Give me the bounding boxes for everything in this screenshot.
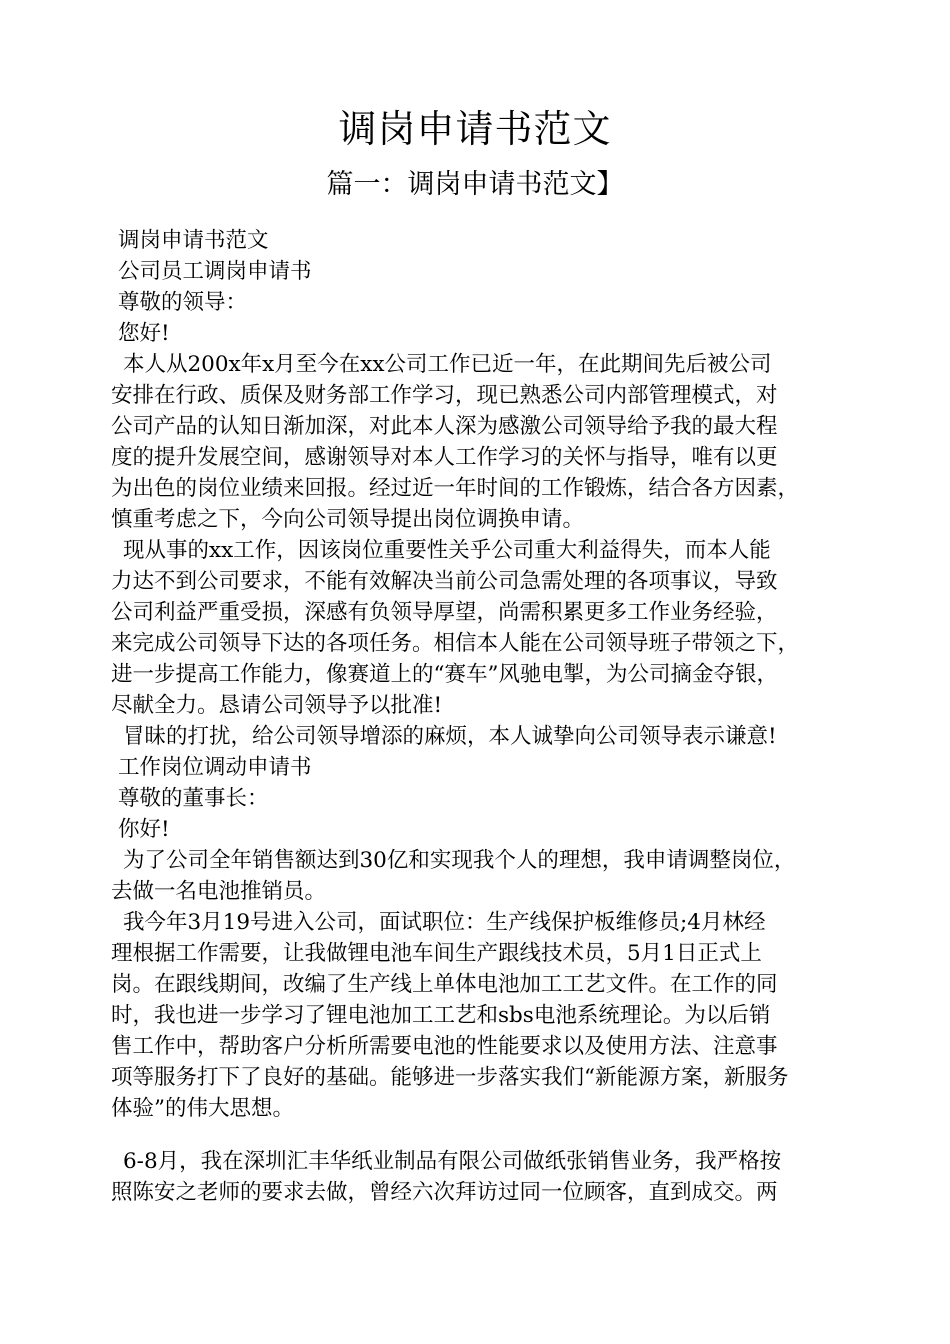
paragraph-line: 尊敬的领导： bbox=[118, 290, 248, 315]
paragraph-line: 尊敬的董事长： bbox=[118, 786, 269, 811]
paragraph-line: 公司利益严重受损，深感有负领导厚望，尚需积累更多工作业务经验， bbox=[111, 600, 778, 625]
document-subtitle: 篇一：调岗申请书范文】 bbox=[326, 169, 624, 200]
paragraph-line: 进一步提高工作能力，像赛道上的“赛车”风驰电掣，为公司摘金夺银， bbox=[111, 662, 778, 687]
paragraph-line: 尽献全力。恳请公司领导予以批准! bbox=[111, 693, 443, 718]
paragraph-line: 照陈安之老师的要求去做，曾经六次拜访过同一位顾客，直到成交。两 bbox=[111, 1180, 778, 1205]
paragraph-line: 理根据工作需要，让我做锂电池车间生产跟线技术员，5月1日正式上 bbox=[111, 941, 762, 966]
paragraph-line: 6-8月，我在深圳汇丰华纸业制品有限公司做纸张销售业务，我严格按 bbox=[123, 1149, 782, 1174]
paragraph-line: 本人从200x年x月至今在xx公司工作已近一年，在此期间先后被公司 bbox=[123, 352, 772, 377]
paragraph-gap bbox=[111, 1124, 846, 1146]
paragraph-line: 时，我也进一步学习了锂电池加工工艺和sbs电池系统理论。为以后销 bbox=[111, 1003, 771, 1028]
paragraph-line: 来完成公司领导下达的各项任务。相信本人能在公司领导班子带领之下， bbox=[111, 631, 800, 656]
paragraph-line: 我今年3月19号进入公司，面试职位：生产线保护板维修员;4月林经 bbox=[123, 910, 766, 935]
paragraph-line: 体验”的伟大思想。 bbox=[111, 1096, 294, 1121]
paragraph-line: 为出色的岗位业绩来回报。经过近一年时间的工作锻炼，结合各方因素， bbox=[111, 476, 800, 501]
paragraph-line: 公司员工调岗申请书 bbox=[118, 259, 312, 284]
paragraph-line: 你好! bbox=[118, 817, 170, 842]
paragraph-line: 现从事的xx工作，因该岗位重要性关乎公司重大利益得失，而本人能 bbox=[123, 538, 771, 563]
paragraph-line: 慎重考虑之下，今向公司领导提出岗位调换申请。 bbox=[111, 507, 585, 532]
paragraph-line: 度的提升发展空间，感谢领导对本人工作学习的关怀与指导，唯有以更 bbox=[111, 445, 778, 470]
paragraph-line: 去做一名电池推销员。 bbox=[111, 879, 327, 904]
paragraph-line: 项等服务打下了良好的基础。能够进一步落实我们“新能源方案，新服务 bbox=[111, 1065, 789, 1090]
paragraph-line: 工作岗位调动申请书 bbox=[118, 755, 312, 780]
paragraph-line: 公司产品的认知日渐加深，对此本人深为感激公司领导给予我的最大程 bbox=[111, 414, 778, 439]
document-title: 调岗申请书范文 bbox=[338, 107, 612, 151]
paragraph-line: 您好! bbox=[118, 321, 170, 346]
paragraph-line: 售工作中，帮助客户分析所需要电池的性能要求以及使用方法、注意事 bbox=[111, 1034, 778, 1059]
paragraph-line: 冒昧的打扰，给公司领导增添的麻烦，本人诚挚向公司领导表示谦意! bbox=[123, 724, 777, 749]
paragraph-line: 力达不到公司要求，不能有效解决当前公司急需处理的各项事议，导致 bbox=[111, 569, 778, 594]
document-body bbox=[111, 225, 846, 1208]
paragraph-line: 调岗申请书范文 bbox=[118, 228, 269, 253]
paragraph-line: 为了公司全年销售额达到30亿和实现我个人的理想，我申请调整岗位， bbox=[123, 848, 796, 873]
paragraph-line: 安排在行政、质保及财务部工作学习，现已熟悉公司内部管理模式，对 bbox=[111, 383, 778, 408]
paragraph-line: 岗。在跟线期间，改编了生产线上单体电池加工工艺文件。在工作的同 bbox=[111, 972, 778, 997]
